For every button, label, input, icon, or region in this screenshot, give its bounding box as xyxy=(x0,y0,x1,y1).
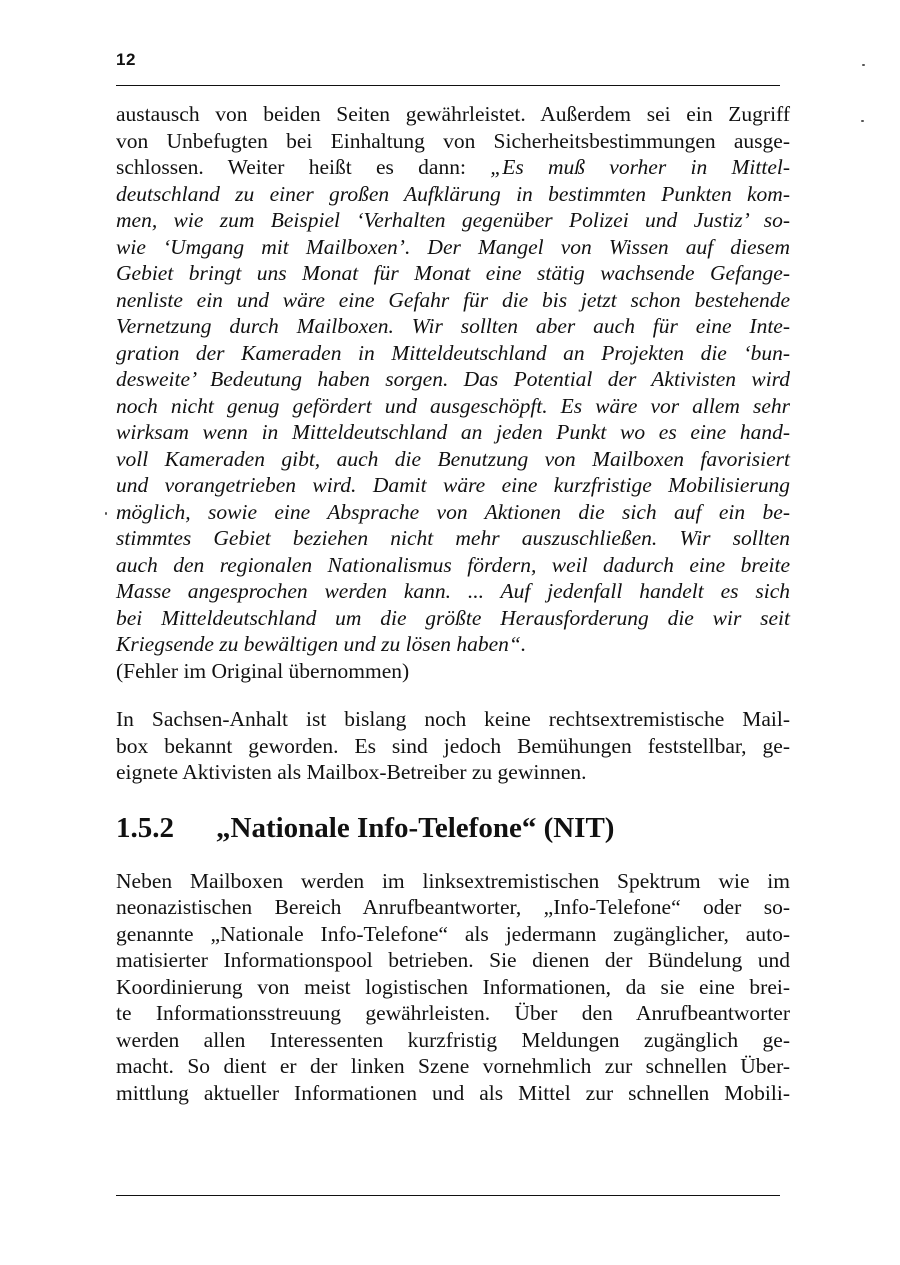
editorial-note: (Fehler im Original übernommen) xyxy=(116,658,410,683)
text-line: neonazistischen Bereich Anrufbeantworter, „Info-Telefone“ oder so- xyxy=(116,895,790,919)
text-line: Vernetzung durch Mailboxen. Wir sollten aber auch für eine Inte- xyxy=(116,314,790,338)
text-line: macht. So dient er der linken Szene vornehmlich zur schnellen Über- xyxy=(116,1054,790,1078)
text-line: deutschland zu einer großen Aufklärung in bestimmten Punkten kom- xyxy=(116,181,790,206)
text-line: auch den regionalen Nationalismus fördern, weil dadurch eine breite xyxy=(116,552,790,577)
text-line: austausch von beiden Seiten gewährleistet. Außerdem sei ein Zugriff xyxy=(116,102,790,126)
text-line: men, wie zum Beispiel ‘Verhalten gegenüber Polizei und Justiz’ so- xyxy=(116,208,790,232)
text-line: Kriegsende zu bewältigen und zu lösen haben“. xyxy=(116,632,527,656)
text-line: stimmtes Gebiet beziehen nicht mehr auszuschließen. Wir sollten xyxy=(116,526,790,550)
paragraph-sachsen-anhalt xyxy=(116,706,790,786)
text-line: von Unbefugten bei Einhaltung von Sicherheitsbestimmungen ausge- xyxy=(116,128,790,153)
text-line: eignete Aktivisten als Mailbox-Betreiber zu gewinnen. xyxy=(116,760,587,784)
text-line: genannte „Nationale Info-Telefone“ als jedermann zugänglicher, auto- xyxy=(116,921,790,946)
body-text xyxy=(116,101,790,1106)
text-line: Gebiet bringt uns Monat für Monat eine stätig wachsende Gefange- xyxy=(116,261,790,285)
text-line: wirksam wenn in Mitteldeutschland an jeden Punkt wo es eine hand- xyxy=(116,420,790,444)
text-line: te Informationsstreuung gewährleisten. Über den Anrufbeantworter xyxy=(116,1001,790,1025)
text-line: mittlung aktueller Informationen und als Mittel zur schnellen Mobili- xyxy=(116,1080,790,1105)
scan-speck xyxy=(105,512,107,515)
text-line: und vorangetrieben wird. Damit wäre eine kurzfristige Mobilisierung xyxy=(116,473,790,497)
section-number: 1.5.2 xyxy=(116,811,174,844)
text-line: desweite’ Bedeutung haben sorgen. Das Potential der Aktivisten wird xyxy=(116,367,790,391)
page-number: 12 xyxy=(116,50,136,69)
text-line: noch nicht genug gefördert und ausgeschöpft. Es wäre vor allem sehr xyxy=(116,393,790,418)
text-line: bei Mitteldeutschland um die größte Herausforderung die wir seit xyxy=(116,605,790,630)
quoted-passage xyxy=(116,101,790,684)
section-heading xyxy=(116,810,790,846)
text-line: matisierter Informationspool betrieben. Sie dienen der Bündelung und xyxy=(116,948,790,972)
text-line: In Sachsen-Anhalt ist bislang noch keine rechtsextremistische Mail- xyxy=(116,707,790,731)
text-line: möglich, sowie eine Absprache von Aktionen die sich auf ein be- xyxy=(116,499,790,524)
text-line: voll Kameraden gibt, auch die Benutzung von Mailboxen favorisiert xyxy=(116,446,790,471)
header-rule xyxy=(116,85,780,86)
scan-speck xyxy=(862,64,865,66)
text-line: nenliste ein und wäre eine Gefahr für die bis jetzt schon bestehende xyxy=(116,287,790,312)
text-line: Neben Mailboxen werden im linksextremistischen Spektrum wie im xyxy=(116,868,790,893)
paragraph-info-telefone xyxy=(116,868,790,1107)
text-line: gration der Kameraden in Mitteldeutschland an Projekten die ‘bun- xyxy=(116,340,790,365)
scan-speck xyxy=(861,120,864,122)
text-line: Masse angesprochen werden kann. ... Auf jedenfall handelt es sich xyxy=(116,579,790,603)
text-line: Koordinierung von meist logistischen Informationen, da sie eine brei- xyxy=(116,974,790,999)
text-line: schlossen. Weiter heißt es dann: „Es muß vorher in Mittel- xyxy=(116,155,790,179)
footer-rule xyxy=(116,1195,780,1196)
text-line: wie ‘Umgang mit Mailboxen’. Der Mangel von Wissen auf diesem xyxy=(116,234,790,259)
text-line: werden allen Interessenten kurzfristig Meldungen zugänglich ge- xyxy=(116,1027,790,1052)
section-title: „Nationale Info-Telefone“ (NIT) xyxy=(216,811,615,844)
text-line: box bekannt geworden. Es sind jedoch Bemühungen feststellbar, ge- xyxy=(116,733,790,758)
